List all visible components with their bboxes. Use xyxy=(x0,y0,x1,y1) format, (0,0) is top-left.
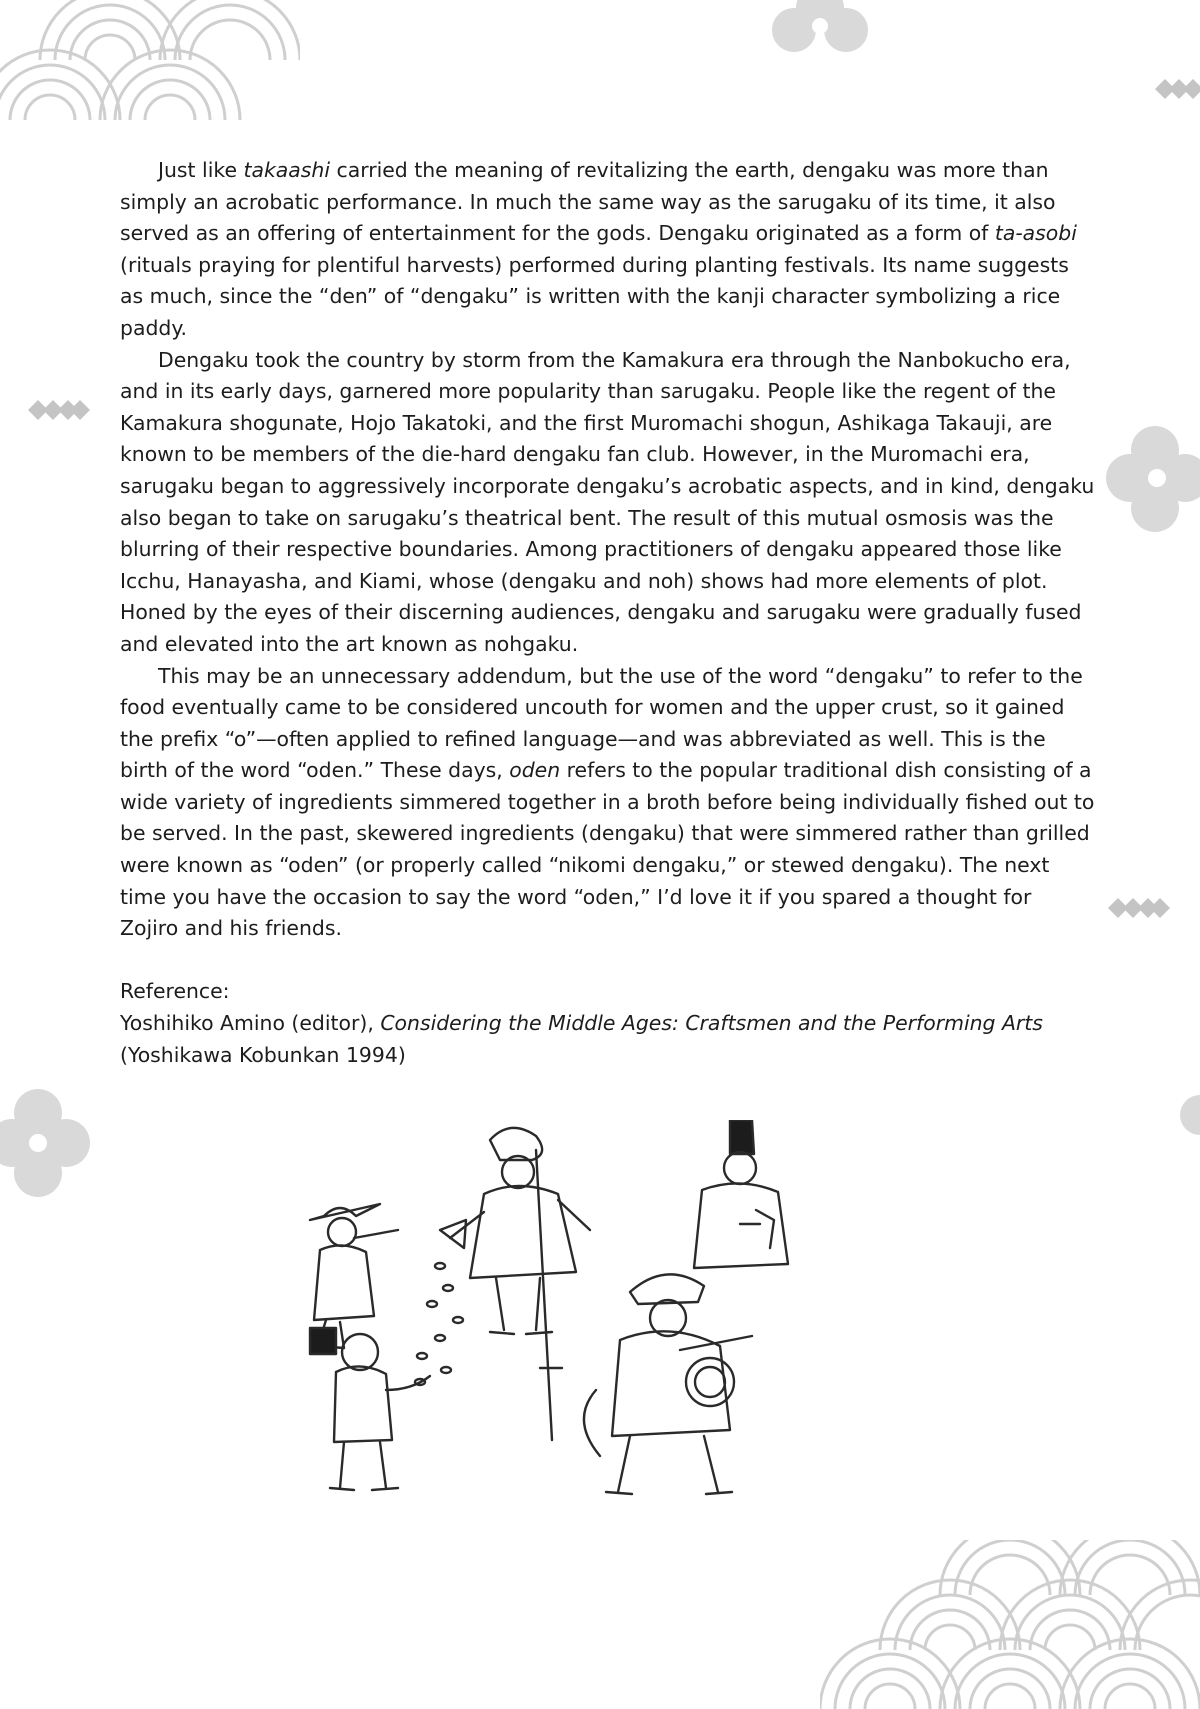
reference-title: Considering the Middle Ages: Craftsmen and the Performing Arts xyxy=(380,1011,1043,1036)
tall-hat-performer-figure xyxy=(694,1120,788,1268)
p1-text-a: Just like xyxy=(158,158,244,182)
wave-pattern-top-left xyxy=(0,0,300,120)
ta-asobi-term: ta-asobi xyxy=(994,221,1077,246)
oden-term: oden xyxy=(509,758,561,783)
diamond-ornament-icon xyxy=(28,398,90,422)
wave-pattern-bottom-right xyxy=(820,1540,1200,1709)
paragraph-1 xyxy=(120,155,1096,345)
paragraph-3 xyxy=(120,661,1096,945)
paragraph-2: Dengaku took the country by storm from the Kamakura era through the Nanbokucho era, and in its early days, garnered more popularity than sarugaku. People like the regent of the Kamakura shogunate, Hojo Takatoki, and the first Muromachi shogun, Ashikaga Takauji, are known to be members of the die-hard dengaku fan club. However, in the Muromachi era, sarugaku began to aggressively incorporate dengaku’s acrobatic aspects, and in kind, dengaku also began to take on sarugaku’s theatrical bent. The result of this mutual osmosis was the blurring of their respective boundaries. Among practitioners of dengaku appeared those like Icchu, Hanayasha, and Kiami, whose (dengaku and noh) shows had more elements of plot. Honed by the eyes of their discerning audiences, dengaku and sarugaku were gradually fused and elevated into the art known as nohgaku. xyxy=(120,347,1095,656)
flute-player-figure xyxy=(310,1204,398,1354)
diamond-ornament-icon xyxy=(1155,77,1200,101)
dengaku-performers-illustration xyxy=(300,1120,900,1520)
p1-text-e: (rituals praying for plentiful harvests) performed during planting festivals. Its name suggests as much, since the “den” of “dengaku” is written with the kanji character symbolizing a rice paddy. xyxy=(120,252,1069,340)
p1-text-c: carried the meaning of revitalizing the earth, dengaku was more than simply an acrobatic performance. In much the same way as the sarugaku of its time, it also served as an offering of entertainment for the gods. Dengaku originated as a form of xyxy=(120,158,1056,246)
stilt-walker-figure xyxy=(440,1128,590,1440)
reference-author: Yoshihiko Amino (editor), xyxy=(120,1011,381,1036)
frog-performer-figure xyxy=(330,1334,430,1490)
diamond-ornament-icon xyxy=(1108,896,1170,920)
p3-text-a: This may be an unnecessary addendum, but the use of the word “dengaku” to refer to the food eventually came to be considered uncouth for women and the upper crust, so it gained the prefix “o”—often applied to refined language—and was abbreviated as well. This is the birth of the word “oden.” These days, xyxy=(120,663,1083,783)
reference-publisher: (Yoshikawa Kobunkan 1994) xyxy=(120,1042,406,1067)
drummer-figure xyxy=(584,1274,752,1494)
p3-text-c: refers to the popular traditional dish consisting of a wide variety of ingredients simmered together in a broth before being individually fished out to be served. In the past, skewered ingredients (dengaku) that were simmered rather than grilled were known as “oden” (or properly called “nikomi dengaku,” or stewed dengaku). The next time you have the occasion to say the word “oden,” I’d love it if you spared a thought for Zojiro and his friends. xyxy=(120,758,1095,941)
reference-citation xyxy=(120,1008,1096,1071)
afterword-text xyxy=(120,155,1096,1071)
reference-heading: Reference: xyxy=(120,979,230,1004)
flower-crest-icon xyxy=(1170,1085,1200,1145)
falling-food-bits xyxy=(415,1263,463,1385)
flower-crest-icon xyxy=(760,0,880,60)
reference-section xyxy=(120,976,1096,1071)
takaashi-term: takaashi xyxy=(243,158,330,182)
flower-crest-icon xyxy=(0,1085,110,1205)
flower-crest-icon xyxy=(1085,420,1200,540)
